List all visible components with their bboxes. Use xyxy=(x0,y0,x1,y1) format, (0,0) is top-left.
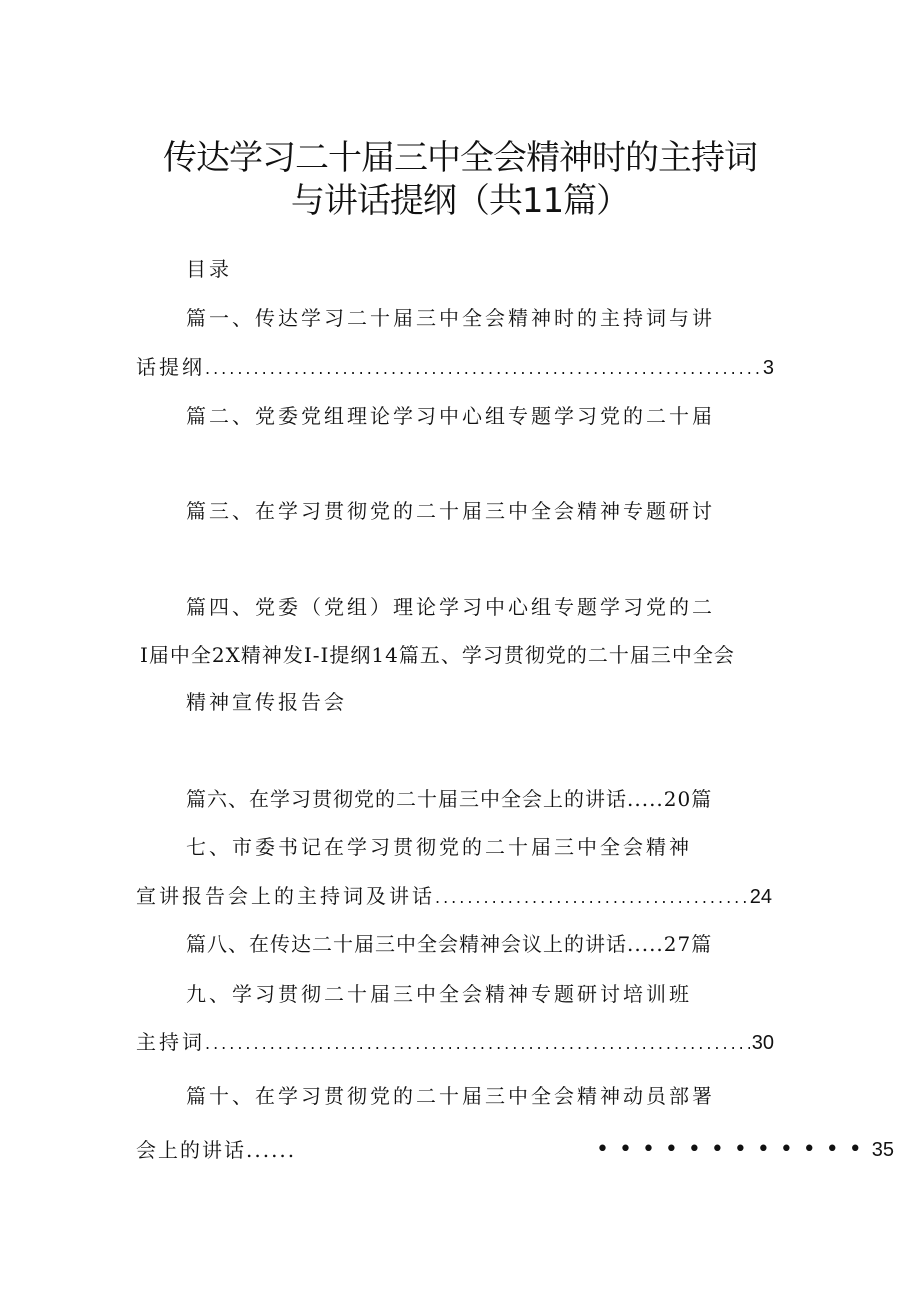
document-title-line-1: 传达学习二十届三中全会精神时的主持词 xyxy=(163,138,757,178)
toc-entry-10-leader xyxy=(596,1136,894,1164)
toc-entry-1-page: 3 xyxy=(762,357,774,379)
toc-entry-6: 篇六、在学习贯彻党的二十届三中全会上的讲话.....20篇 xyxy=(186,787,713,811)
toc-entry-7-line-1: 七、市委书记在学习贯彻党的二十届三中全会精神 xyxy=(186,835,692,859)
toc-entry-10-line-1: 篇十、在学习贯彻党的二十届三中全会精神动员部署 xyxy=(186,1084,715,1108)
toc-entry-9-text: 主持词 xyxy=(136,1030,205,1054)
toc-entry-9-line-2 xyxy=(136,1028,774,1058)
toc-entry-2: 篇二、党委党组理论学习中心组专题学习党的二十届 xyxy=(186,404,715,428)
toc-entry-1-line-1: 篇一、传达学习二十届三中全会精神时的主持词与讲 xyxy=(186,306,715,330)
toc-entry-4-line-2: I届中全2X精神发I-I提纲14篇五、学习贯彻党的二十届三中全会 xyxy=(140,643,735,667)
toc-leader-bullets: •••••••••••• xyxy=(596,1137,872,1162)
toc-entry-8: 篇八、在传达二十届三中全会精神会议上的讲话.....27篇 xyxy=(186,932,713,956)
toc-leader-dots xyxy=(205,1030,750,1058)
toc-entry-7-line-2 xyxy=(136,882,772,912)
toc-entry-10-line-2: 会上的讲话...... xyxy=(136,1138,297,1162)
toc-entry-5-line-2: 精神宣传报告会 xyxy=(186,690,347,714)
toc-leader-dots xyxy=(435,884,748,912)
toc-leader-dots xyxy=(205,355,761,383)
toc-entry-1-line-2 xyxy=(136,353,774,383)
toc-entry-7-page: 24 xyxy=(749,886,772,908)
toc-entry-9-line-1: 九、学习贯彻二十届三中全会精神专题研讨培训班 xyxy=(186,982,692,1006)
toc-entry-1-text: 话提纲 xyxy=(136,355,205,379)
toc-entry-9-page: 30 xyxy=(751,1032,774,1054)
toc-entry-10-page: 35 xyxy=(871,1139,894,1161)
toc-entry-7-text: 宣讲报告会上的主持词及讲话 xyxy=(136,884,435,908)
toc-heading: 目录 xyxy=(186,257,232,281)
toc-entry-4-line-1: 篇四、党委（党组）理论学习中心组专题学习党的二 xyxy=(186,595,715,619)
toc-entry-3: 篇三、在学习贯彻党的二十届三中全会精神专题研讨 xyxy=(186,499,715,523)
document-title-line-2: 与讲话提纲（共11篇） xyxy=(290,181,630,221)
